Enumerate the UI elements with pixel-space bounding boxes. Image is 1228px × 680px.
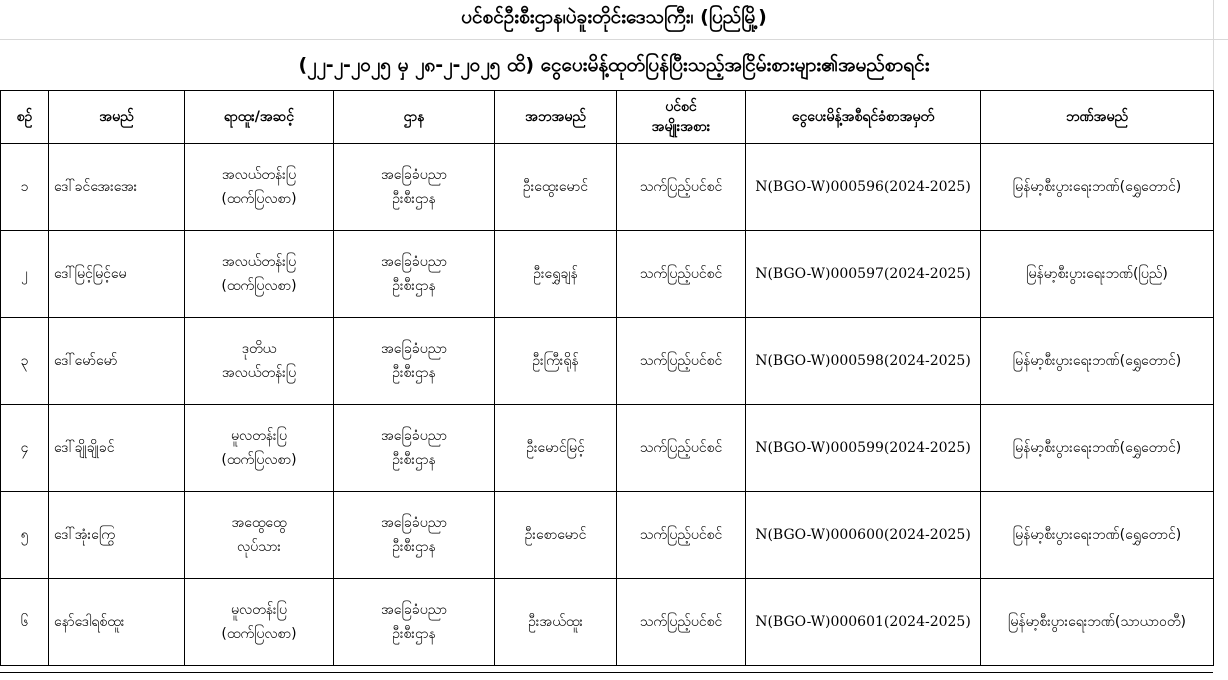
cell-pension-type: သက်ပြည့်ပင်စင် [617,231,746,318]
table-row [1,492,1214,579]
cell-no: ၆ [1,579,49,666]
cell-no: ၁ [1,144,49,231]
cell-bank: မြန်မာ့စီးပွားရေးဘဏ်(ရွှေတောင်) [981,492,1214,579]
document-title: ပင်စင်ဦးစီးဌာန၊ပဲခူးတိုင်းဒေသကြီး၊ (ပြည်မြို့) [0,0,1228,40]
cell-father: ဦးကြီးရိုန် [495,318,617,405]
cell-bank: မြန်မာ့စီးပွားရေးဘဏ်(ရွှေတောင်) [981,318,1214,405]
cell-bank: မြန်မာ့စီးပွားရေးဘဏ်(ပြည်) [981,231,1214,318]
cell-dept-line1: အခြေခံပညာ [380,602,448,618]
cell-dept-line1: အခြေခံပညာ [380,167,448,183]
cell-order-no: N(BGO-W)000599(2024-2025) [746,405,981,492]
table-row [1,318,1214,405]
cell-rank-line1: အလယ်တန်းပြ [221,254,297,270]
cell-father: ဦးမောင်မြင့် [495,405,617,492]
header-rank: ရာထူး/အဆင့် [185,91,334,144]
cell-name: နော်ဒေါရစ်ထူး [49,579,185,666]
cell-no: ၄ [1,405,49,492]
cell-name: ဒေါ်မော်မော် [49,318,185,405]
cell-rank-line2: အလယ်တန်းပြ [221,365,297,381]
cell-dept [334,144,495,231]
cell-father: ဦးအယ်ထူး [495,579,617,666]
cell-order-no: N(BGO-W)000597(2024-2025) [746,231,981,318]
cell-dept [334,231,495,318]
cell-pension-type: သက်ပြည့်ပင်စင် [617,144,746,231]
header-bank: ဘဏ်အမည် [981,91,1214,144]
cell-dept-line1: အခြေခံပညာ [380,341,448,357]
cell-no: ၃ [1,318,49,405]
cell-dept-line1: အခြေခံပညာ [380,515,448,531]
cell-pension-type: သက်ပြည့်ပင်စင် [617,405,746,492]
cell-pension-type: သက်ပြည့်ပင်စင် [617,492,746,579]
cell-bank: မြန်မာ့စီးပွားရေးဘဏ်(ရွှေတောင်) [981,405,1214,492]
cell-father: ဦးစောမောင် [495,492,617,579]
table-row [1,144,1214,231]
cell-dept [334,318,495,405]
cell-name: ဒေါ်အုံးကြွေ [49,492,185,579]
cell-dept-line1: အခြေခံပညာ [380,428,448,444]
cell-rank [185,318,334,405]
cell-dept [334,492,495,579]
header-father: အဘအမည် [495,91,617,144]
cell-name: ဒေါ်ခင်အေးအေး [49,144,185,231]
cell-dept-line2: ဦးစီးဌာန [392,626,436,642]
cell-rank-line2: (ထက်ပြလစာ) [221,191,297,207]
cell-dept-line2: ဦးစီးဌာန [392,191,436,207]
table-bottom-rule [0,672,1213,673]
cell-rank-line2: (ထက်ပြလစာ) [221,278,297,294]
table-header-row [1,91,1214,144]
cell-rank-line1: မူလတန်းပြ [231,602,287,618]
cell-dept-line2: ဦးစီးဌာန [392,365,436,381]
cell-rank [185,405,334,492]
cell-order-no: N(BGO-W)000601(2024-2025) [746,579,981,666]
table-row [1,405,1214,492]
cell-rank [185,144,334,231]
table-row [1,579,1214,666]
header-dept: ဌာန [334,91,495,144]
cell-rank-line1: မူလတန်းပြ [231,428,287,444]
cell-dept-line2: ဦးစီးဌာန [392,539,436,555]
header-pension-type-line1: ပင်စင် [665,99,697,115]
cell-rank [185,492,334,579]
cell-father: ဦးရွှေချန် [495,231,617,318]
cell-name: ဒေါ်မြင့်မြင့်မေ [49,231,185,318]
cell-rank-line1: ဒုတိယ [241,341,277,357]
cell-rank-line1: အထွေထွေ [231,515,287,531]
cell-order-no: N(BGO-W)000596(2024-2025) [746,144,981,231]
header-pension-type-line2: အမျိုးအစား [651,119,711,135]
cell-name: ဒေါ်ချိုချိုခင် [49,405,185,492]
cell-order-no: N(BGO-W)000598(2024-2025) [746,318,981,405]
cell-no: ၅ [1,492,49,579]
cell-bank: မြန်မာ့စီးပွားရေးဘဏ်(ရွှေတောင်) [981,144,1214,231]
cell-bank: မြန်မာ့စီးပွားရေးဘဏ်(သာယာဝတီ) [981,579,1214,666]
cell-pension-type: သက်ပြည့်ပင်စင် [617,579,746,666]
document-subtitle: (၂၂-၂-၂၀၂၅ မှ ၂၈-၂-၂၀၂၅ ထိ) ငွေပေးမိန့်ထုတ်ပြန်ပြီးသည့်အငြိမ်းစားများ၏အမည်စာရင်း [298,54,930,76]
cell-dept [334,579,495,666]
cell-pension-type: သက်ပြည့်ပင်စင် [617,318,746,405]
cell-dept-line2: ဦးစီးဌာန [392,278,436,294]
cell-rank [185,231,334,318]
cell-father: ဦးထွေးမောင် [495,144,617,231]
cell-dept-line2: ဦးစီးဌာန [392,452,436,468]
cell-rank [185,579,334,666]
cell-no: ၂ [1,231,49,318]
header-order-no: ငွေပေးမိန့်အစီရင်ခံစာအမှတ် [746,91,981,144]
cell-rank-line1: အလယ်တန်းပြ [221,167,297,183]
cell-rank-line2: လုပ်သား [237,539,281,555]
cell-order-no: N(BGO-W)000600(2024-2025) [746,492,981,579]
cell-rank-line2: (ထက်ပြလစာ) [221,452,297,468]
table-row [1,231,1214,318]
cell-dept [334,405,495,492]
header-no: စဉ် [1,91,49,144]
grid-line [1213,0,1214,90]
pensioners-table [0,90,1214,666]
cell-rank-line2: (ထက်ပြလစာ) [221,626,297,642]
header-name: အမည် [49,91,185,144]
header-pension-type [617,91,746,144]
cell-dept-line1: အခြေခံပညာ [380,254,448,270]
